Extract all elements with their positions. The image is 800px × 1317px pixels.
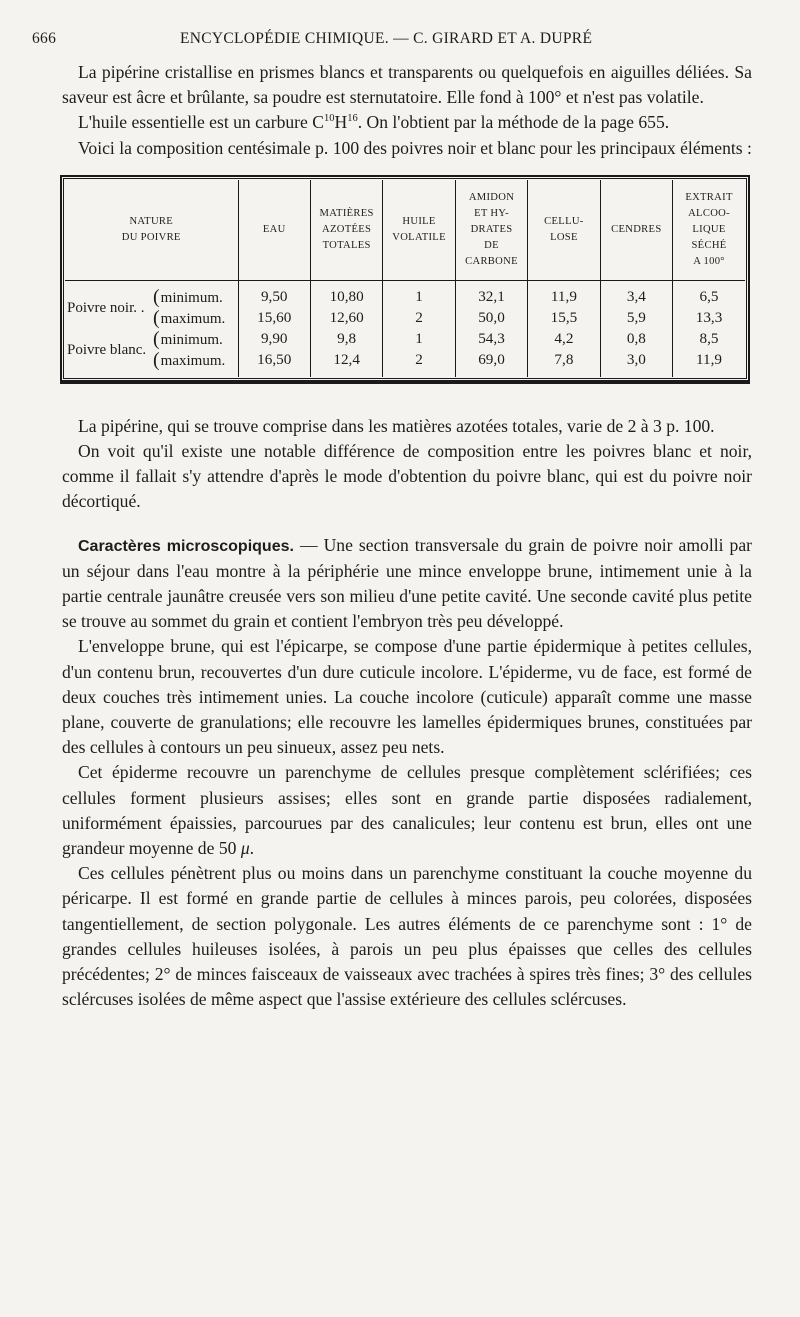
table-row bbox=[65, 350, 745, 377]
header-line: LOSE bbox=[550, 231, 578, 243]
group-name: Poivre noir. . bbox=[67, 299, 145, 316]
header-line: TOTALES bbox=[322, 239, 371, 251]
composition-grid bbox=[65, 180, 745, 377]
cell-eau: 16,50 bbox=[238, 350, 310, 377]
group-name: Poivre blanc. bbox=[67, 341, 147, 358]
header-line: HUILE bbox=[402, 215, 436, 227]
header-extrait bbox=[673, 180, 745, 281]
table-row bbox=[65, 329, 745, 350]
cell-cellulose: 11,9 bbox=[528, 280, 600, 308]
cell-cendres: 3,4 bbox=[600, 280, 672, 308]
cell-cendres: 3,0 bbox=[600, 350, 672, 377]
cell-matieres: 10,80 bbox=[310, 280, 382, 308]
header-cendres: CENDRES bbox=[600, 180, 672, 281]
text: L'huile essentielle est un carbure C bbox=[78, 112, 324, 133]
header-line: NATURE bbox=[129, 215, 174, 227]
text: . bbox=[249, 838, 255, 859]
cell-extrait: 13,3 bbox=[673, 308, 745, 329]
text: Cet épiderme recouvre un parenchyme de cellules presque complètement sclérifiées; ces cellules forment plusieurs assises; elles sont en grande partie disposées radialement, uniformément épaissies, parcourues par des canalicules; leur contenu est brun, elles ont une grandeur moyenne de 50 bbox=[62, 762, 752, 859]
row-bound: maximum. bbox=[160, 352, 226, 369]
paragraph-composition-intro: Voici la composition centésimale p. 100 des poivres noir et blanc pour les principaux éléments : bbox=[78, 137, 752, 158]
page-number: 666 bbox=[32, 30, 57, 47]
table-frame bbox=[60, 175, 750, 384]
paragraph-piperine-range: La pipérine, qui se trouve comprise dans les matières azotées totales, varie de 2 à 3 p. 100. bbox=[78, 415, 715, 436]
header-line: SÉCHÉ bbox=[691, 239, 727, 251]
cell-extrait: 11,9 bbox=[673, 350, 745, 377]
cell-matieres: 9,8 bbox=[310, 329, 382, 350]
table-header-row bbox=[65, 180, 745, 281]
cell-huile: 2 bbox=[383, 350, 455, 377]
cell-eau: 9,90 bbox=[238, 329, 310, 350]
header-huile bbox=[383, 180, 455, 281]
cell-matieres: 12,60 bbox=[310, 308, 382, 329]
row-bound: maximum. bbox=[160, 310, 226, 327]
cell-cellulose: 7,8 bbox=[528, 350, 600, 377]
paragraph-pericarp: Ces cellules pénètrent plus ou moins dans un parenchyme constituant la couche moyenne du péricarpe. Il est formé en grande partie de cellules à minces parois, peu colorées, disposées tangentiellement, de section polygonale. Les autres éléments de ce parenchyme sont : 1° de grandes cellules huileuses isolées, à parois un peu plus épaisses que celles des cellules précédentes; 2° de minces faisceaux de vaisseaux avec trachées à spires très fines; 3° des cellules sclércuses isolées de même aspect que l'assise extérieure des cellules sclércuses. bbox=[62, 863, 752, 1010]
cell-huile: 2 bbox=[383, 308, 455, 329]
brace-glyph: ( bbox=[153, 327, 160, 350]
subscript-hydrogen: 16 bbox=[347, 113, 358, 125]
header-cellulose bbox=[528, 180, 600, 281]
brace-glyph: ( bbox=[153, 348, 160, 371]
subscript-carbon: 10 bbox=[323, 113, 335, 125]
cell-matieres: 12,4 bbox=[310, 350, 382, 377]
cell-amidon: 50,0 bbox=[455, 308, 527, 329]
header-eau: EAU bbox=[238, 180, 310, 281]
brace-glyph: ( bbox=[153, 285, 160, 308]
cell-eau: 9,50 bbox=[238, 280, 310, 308]
text: . On l'obtient par la méthode de la page 655. bbox=[357, 112, 670, 133]
micron-symbol: μ bbox=[240, 838, 250, 859]
composition-table bbox=[60, 175, 750, 384]
row-label bbox=[65, 280, 238, 316]
header-line: ET HY- bbox=[474, 207, 509, 219]
header-line: AZOTÉES bbox=[322, 223, 372, 235]
header-matieres bbox=[310, 180, 382, 281]
paragraph-essential-oil bbox=[62, 110, 752, 135]
running-title: ENCYCLOPÉDIE CHIMIQUE. — C. GIRARD ET A. DUPRÉ bbox=[180, 30, 593, 47]
text: — Une section transversale du grain de poivre noir amolli par un séjour dans l'eau montre à la périphérie une mince enveloppe brune, intimement unie à la partie centrale jaunâtre creusée vers son milieu d'une petite cavité. Une seconde cavité plus petite se trouve au sommet du grain et contient l'embryon très peu développé. bbox=[62, 534, 752, 632]
paragraph-piperine: La pipérine cristallise en prismes blancs et transparents ou quelquefois en aiguilles déliées. Sa saveur est âcre et brûlante, sa poudre est sternutatoire. Elle fond à 100° et n'est pas volatile. bbox=[62, 62, 752, 108]
header-line: VOLATILE bbox=[392, 231, 446, 243]
header-nature bbox=[65, 180, 238, 281]
running-header bbox=[32, 30, 752, 54]
table-row bbox=[65, 308, 745, 329]
row-bound: minimum. bbox=[160, 331, 223, 348]
header-line: LIQUE bbox=[692, 223, 726, 235]
cell-cellulose: 15,5 bbox=[528, 308, 600, 329]
row-bound: minimum. bbox=[160, 289, 223, 306]
header-line: DE bbox=[484, 239, 499, 251]
header-line: DRATES bbox=[470, 223, 513, 235]
header-line: CARBONE bbox=[465, 255, 518, 267]
header-line: CELLU- bbox=[544, 215, 584, 227]
table-row bbox=[65, 280, 745, 308]
header-line: DU POIVRE bbox=[121, 231, 181, 243]
cell-cendres: 5,9 bbox=[600, 308, 672, 329]
text: H bbox=[334, 112, 348, 133]
paragraph-microscopic bbox=[62, 533, 752, 635]
cell-huile: 1 bbox=[383, 329, 455, 350]
cell-extrait: 6,5 bbox=[673, 280, 745, 308]
header-line: MATIÈRES bbox=[319, 207, 374, 219]
paragraph-difference: On voit qu'il existe une notable différence de composition entre les poivres blanc et noir, comme il fallait s'y attendre d'après le mode d'obtention du poivre blanc, qui est du poivre noir décortiqué. bbox=[62, 441, 752, 512]
cell-huile: 1 bbox=[383, 280, 455, 308]
paragraph-epicarp: L'enveloppe brune, qui est l'épicarpe, se compose d'une partie épidermique à petites cellules, d'un contenu brun, recouvertes d'un dure cuticule incolore. L'épiderme, vu de face, est formé de deux couches très intimement unies. La couche incolore (cuticule) apparaît comme une masse plane, couverte de granulations; elle recouvre les lamelles épidermiques brunes, constituées par des cellules à contours un peu sinueux, assez peu nets. bbox=[62, 636, 752, 758]
section-heading-microscopic: Caractères microscopiques. bbox=[78, 537, 294, 555]
header-line: ALCOO- bbox=[688, 207, 730, 219]
cell-cendres: 0,8 bbox=[600, 329, 672, 350]
page bbox=[32, 30, 752, 1012]
header-line: AMIDON bbox=[468, 191, 515, 203]
cell-extrait: 8,5 bbox=[673, 329, 745, 350]
cell-amidon: 54,3 bbox=[455, 329, 527, 350]
cell-amidon: 32,1 bbox=[455, 280, 527, 308]
cell-eau: 15,60 bbox=[238, 308, 310, 329]
paragraph-parenchyma bbox=[62, 760, 752, 861]
brace-glyph: ( bbox=[153, 306, 160, 329]
header-line: EXTRAIT bbox=[685, 191, 733, 203]
header-amidon bbox=[455, 180, 527, 281]
row-label bbox=[65, 327, 238, 358]
header-line: A 100° bbox=[693, 255, 725, 267]
cell-amidon: 69,0 bbox=[455, 350, 527, 377]
cell-cellulose: 4,2 bbox=[528, 329, 600, 350]
